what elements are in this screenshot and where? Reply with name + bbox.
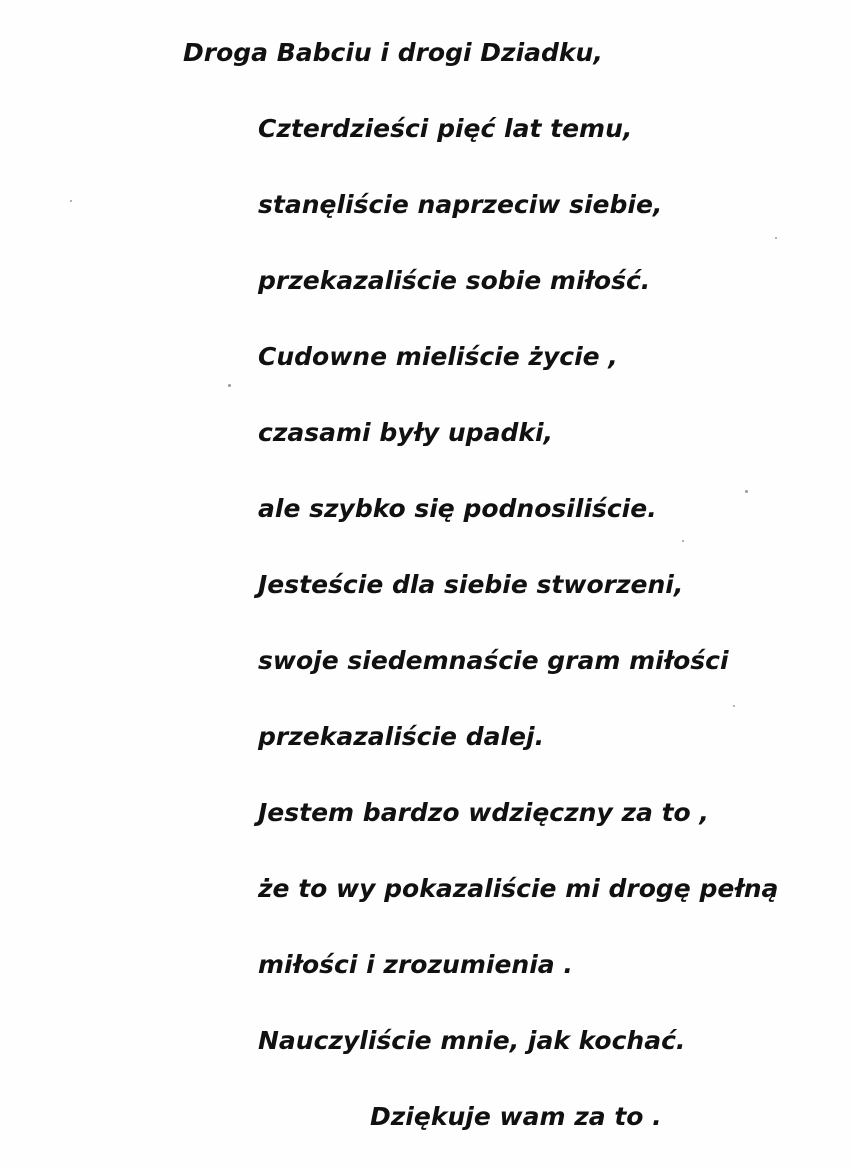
letter-line: że to wy pokazaliście mi drogę pełną <box>258 874 779 903</box>
scan-speck <box>733 705 735 707</box>
letter-line: Nauczyliście mnie, jak kochać. <box>258 1026 686 1055</box>
letter-greeting: Droga Babciu i drogi Dziadku, <box>183 38 603 67</box>
letter-line: przekazaliście sobie miłość. <box>258 266 651 295</box>
letter-line: Czterdzieści pięć lat temu, <box>258 114 633 143</box>
letter-line: Jesteście dla siebie stworzeni, <box>258 570 684 599</box>
letter-line: ale szybko się podnosiliście. <box>258 494 657 523</box>
letter-line: miłości i zrozumienia . <box>258 950 573 979</box>
letter-line: czasami były upadki, <box>258 418 554 447</box>
letter-closing: Dziękuje wam za to . <box>370 1102 662 1131</box>
scan-speck <box>745 490 748 493</box>
scan-speck <box>228 384 231 387</box>
letter-line: Cudowne mieliście życie , <box>258 342 618 371</box>
letter-line: swoje siedemnaście gram miłości <box>258 646 729 675</box>
scan-speck <box>775 237 777 239</box>
scan-speck <box>70 200 72 202</box>
letter-line: stanęliście naprzeciw siebie, <box>258 190 663 219</box>
letter-line: Jestem bardzo wdzięczny za to , <box>258 798 709 827</box>
scan-speck <box>682 540 684 542</box>
letter-line: przekazaliście dalej. <box>258 722 545 751</box>
